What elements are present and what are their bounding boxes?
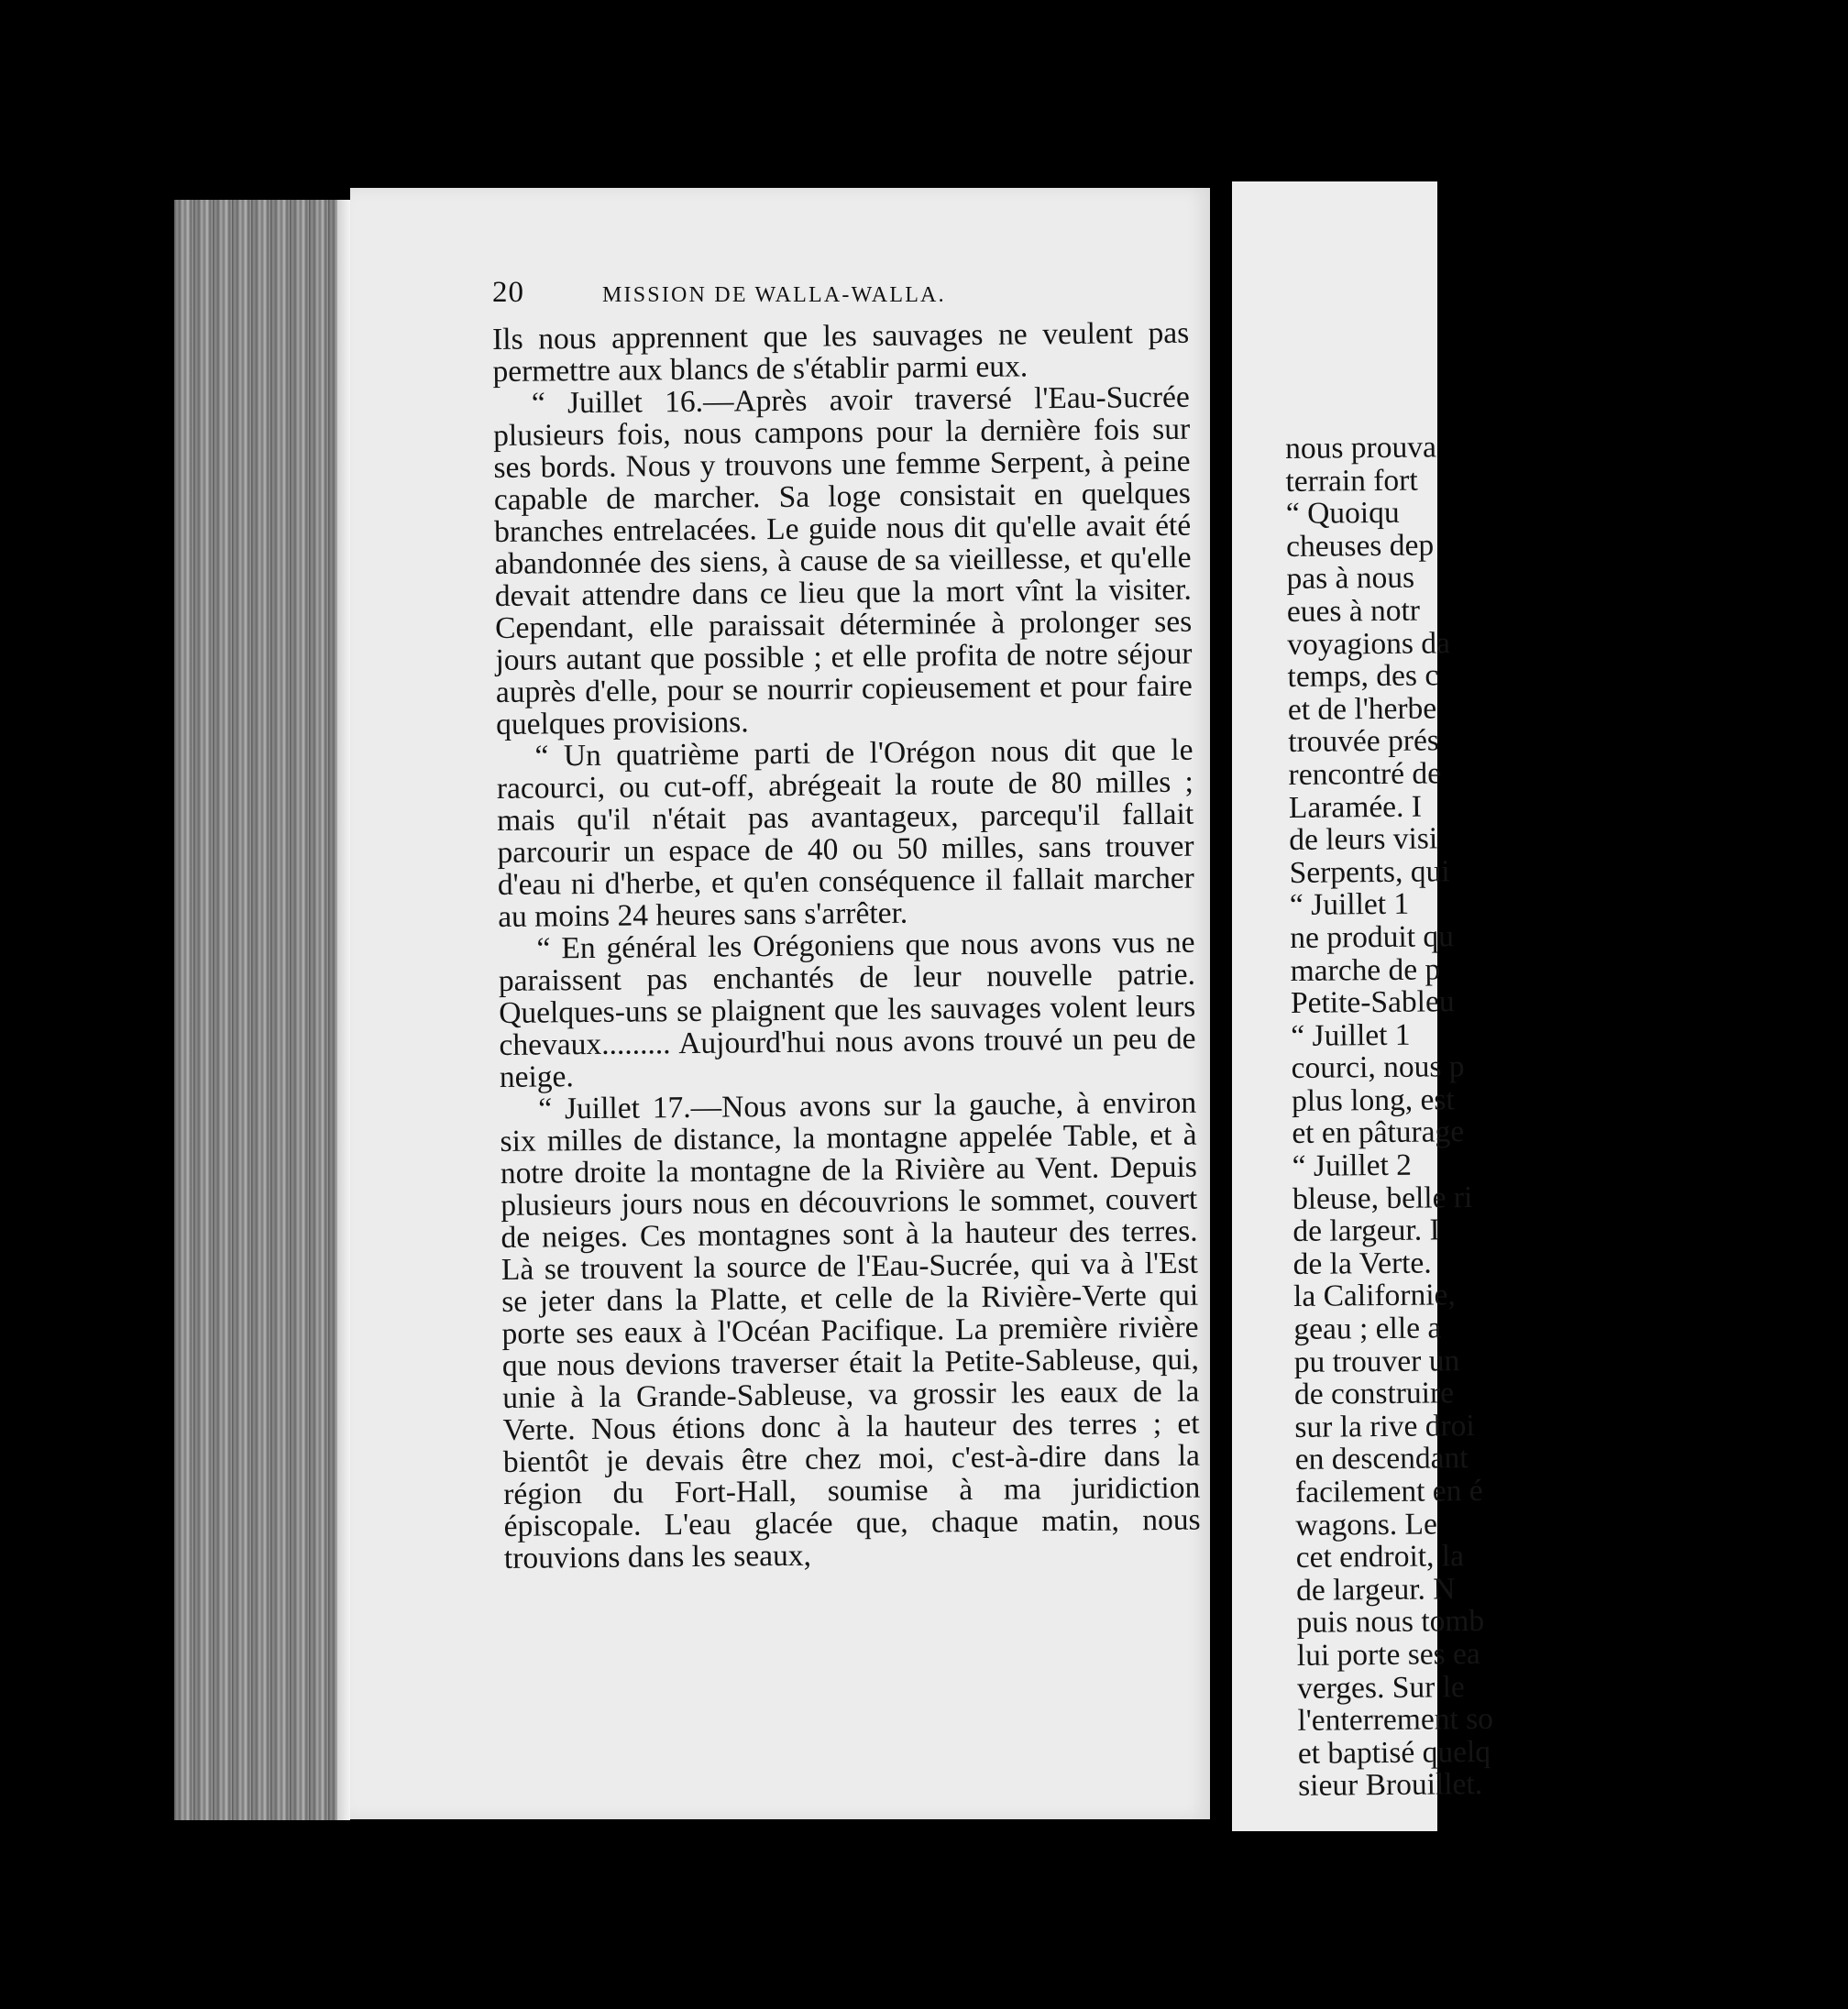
book-gutter <box>1210 188 1232 1819</box>
right-page-line: cheuses dep <box>1286 528 1435 564</box>
right-page-line: l'enterrement so <box>1297 1702 1494 1739</box>
right-page-line: et en pâturage <box>1292 1114 1465 1151</box>
right-page-line: pas à nous <box>1286 561 1415 597</box>
right-page-line: temps, des c <box>1287 658 1439 695</box>
right-page-line: de largeur. N <box>1295 1572 1456 1608</box>
right-page-line: en descendant <box>1294 1441 1468 1477</box>
paragraph: “ Un quatrième parti de l'Orégon nous dit que le racourci, ou cut-off, abrégeait la route de 80 milles ; mais qu'il n'était pas avantageux, parcequ'il fallait parcourir un espace de 40 ou 50 milles, sans trouver d'eau ni d'herbe, et qu'en conséquence il fallait marcher au moins 24 heures sans s'arrêter. <box>496 732 1195 934</box>
left-page <box>350 188 1210 1819</box>
running-head-title: MISSION DE WALLA-WALLA. <box>602 283 946 307</box>
right-page-line: puis nous tomb <box>1296 1604 1485 1641</box>
right-page-line: ne produit qu <box>1290 919 1455 955</box>
paragraph: “ En général les Orégoniens que nous avons vus ne paraissent pas enchantés de leur nouvelle patrie. Quelques-uns se plaignent que les sauvages volent leurs chevaux......... Aujourd'hui nous avons trouvé un peu de neige. <box>498 925 1196 1094</box>
right-page-line: nous prouva <box>1284 430 1437 466</box>
right-page-line: plus long, est <box>1291 1082 1455 1118</box>
right-page-line: de largeur. I <box>1292 1213 1440 1249</box>
right-page-line: de la Verte. <box>1292 1246 1432 1281</box>
right-page-line: courci, nous p <box>1291 1049 1465 1086</box>
right-page-line: et baptisé quelq <box>1297 1734 1491 1771</box>
right-page-body <box>1285 427 1848 1803</box>
right-page-line: Laramée. I <box>1288 789 1423 825</box>
right-page-line: sur la rive droi <box>1294 1408 1475 1444</box>
right-page-line: de construire <box>1293 1376 1455 1412</box>
right-page-line: sieur Brouillet. <box>1297 1767 1483 1804</box>
right-page-line: la Californie, <box>1292 1278 1456 1314</box>
right-page-line: lui porte ses ea <box>1296 1636 1480 1673</box>
right-page-line: facilement en é <box>1294 1473 1483 1509</box>
right-page-line: rencontré de <box>1288 756 1442 792</box>
paragraph: Ils nous apprennent que les sauvages ne veulent pas permettre aux blancs de s'établir parmi eux. <box>491 315 1190 389</box>
page-block-edge <box>174 200 350 1820</box>
right-page-line: “ Quoiqu <box>1285 495 1400 532</box>
running-head <box>492 276 1189 310</box>
right-page-line: et de l'herbe <box>1287 691 1437 727</box>
right-page-line: pu trouver un <box>1293 1343 1460 1379</box>
right-page-line: “ Juillet 1 <box>1289 887 1410 923</box>
right-page-line: voyagions da <box>1287 625 1451 662</box>
right-page-line: “ Juillet 2 <box>1292 1147 1413 1184</box>
right-page-line: marche de p <box>1290 951 1441 988</box>
right-page-line: de leurs visi <box>1289 821 1438 858</box>
page-number: 20 <box>492 276 524 309</box>
right-page-line: wagons. Le <box>1295 1507 1438 1542</box>
left-page-body <box>492 317 1201 1575</box>
right-page-line: terrain fort <box>1285 463 1418 499</box>
paragraph: “ Juillet 16.—Après avoir traversé l'Eau-Sucrée plusieurs fois, nous campons pour la dernière fois sur ses bords. Nous y trouvons une femme Serpent, à peine capable de marcher. Sa loge consistait en quelques branches entrelacées. Le guide nous dit qu'elle avait été abandonnée des siens, à cause de sa vieillesse, et qu'elle devait attendre dans ce lieu que la mort vînt la visiter. Cependant, elle paraissait déterminée à prolonger ses jours autant que possible ; et elle profita de notre séjour auprès d'elle, pour se nourrir copieusement et pour faire quelques provisions. <box>492 379 1194 741</box>
right-page-line: geau ; elle a <box>1293 1311 1442 1346</box>
right-page <box>1232 181 1494 1831</box>
right-page-line: eues à notr <box>1286 593 1421 629</box>
right-page-line: Petite-Sableu <box>1290 984 1455 1021</box>
right-page-line: “ Juillet 1 <box>1291 1017 1411 1053</box>
paragraph: “ Juillet 17.—Nous avons sur la gauche, à environ six milles de distance, la montagne appelée Table, et à notre droite la montagne de la Rivière au Vent. Depuis plusieurs jours nous en découvrions le sommet, couvert de neiges. Ces montagnes sont à la hauteur des terres. Là se trouvent la source de l'Eau-Sucrée, qui va à l'Est se jeter dans la Platte, et celle de la Rivière-Verte qui porte ses eaux à l'Océan Pacifique. La première rivière que nous devions traverser était la Petite-Sableuse, qui, unie à la Grande-Sableuse, va grossir les eaux de la Verte. Nous étions donc à la hauteur des terres ; et bientôt je devais être chez moi, c'est-à-dire dans la région du Fort-Hall, soumise à ma juridiction épiscopale. L'eau glacée que, chaque matin, nous trouvions dans les seaux, <box>500 1085 1201 1575</box>
right-page-line: Serpents, qui <box>1289 854 1450 890</box>
right-page-line: trouvée prés <box>1288 723 1440 760</box>
right-page-line: cet endroit, la <box>1295 1539 1465 1575</box>
right-page-line: verges. Sur le <box>1296 1669 1465 1706</box>
right-page-line: bleuse, belle ri <box>1292 1180 1473 1216</box>
